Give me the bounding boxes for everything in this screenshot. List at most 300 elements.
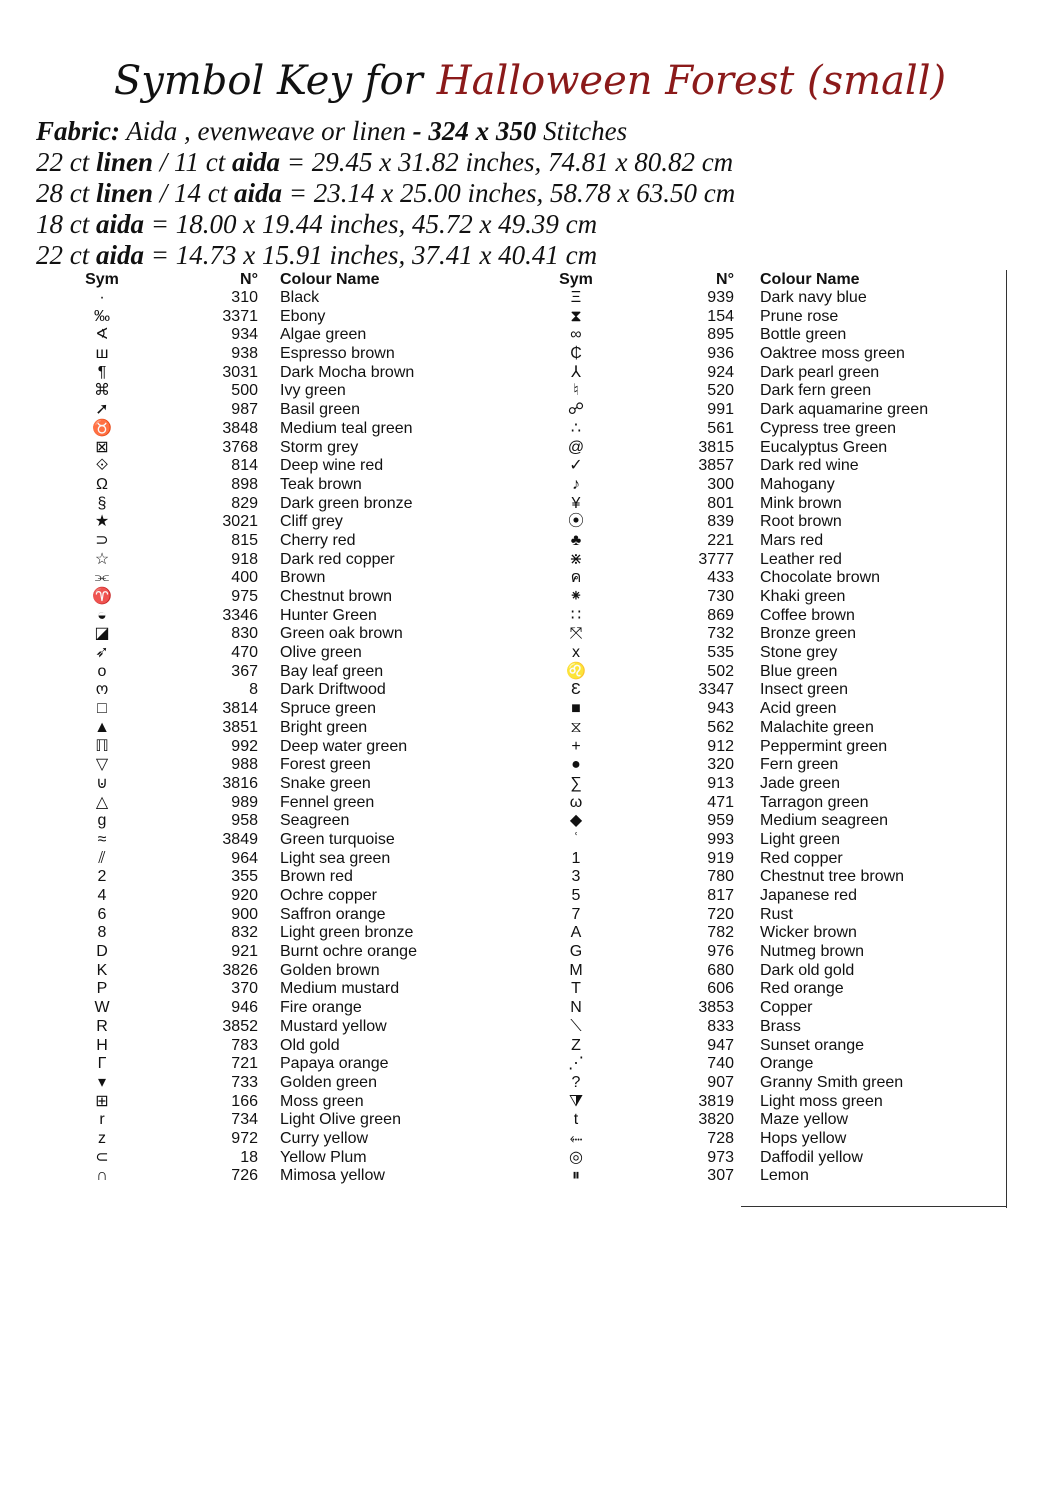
symbol: §: [97, 494, 107, 512]
table-row: [70, 1018, 510, 1037]
table-header: [548, 270, 1008, 289]
floss-number: 780: [707, 868, 734, 886]
colour-name: Chestnut tree brown: [760, 868, 905, 886]
symbol: o: [97, 662, 107, 680]
symbol: r: [99, 1111, 105, 1129]
symbol: ∞: [570, 326, 582, 344]
colour-name: Oaktree moss green: [760, 345, 905, 363]
floss-number: 833: [707, 1017, 734, 1035]
colour-name: Peppermint green: [760, 737, 888, 755]
symbol-table-right: [548, 270, 1008, 1186]
colour-name: Teak brown: [280, 475, 362, 493]
symbol-table-left: [70, 270, 510, 1186]
fabric-size-line: [36, 209, 735, 240]
symbol: ¶: [97, 363, 107, 381]
floss-number: 3826: [222, 961, 258, 979]
colour-name: Bay leaf green: [280, 662, 384, 680]
symbol: ➚: [95, 401, 109, 419]
table-row: [70, 1037, 510, 1056]
colour-name: Dark old gold: [760, 961, 855, 979]
table-right-border: [1006, 270, 1007, 1208]
colour-name: Wicker brown: [760, 924, 857, 942]
symbol: ¥: [571, 494, 581, 512]
floss-number: 562: [707, 718, 734, 736]
table-row: [70, 457, 510, 476]
symbol: 2: [97, 868, 107, 886]
table-row: [548, 551, 1008, 570]
table-row: [548, 1037, 1008, 1056]
floss-number: 958: [231, 812, 258, 830]
table-row: [70, 532, 510, 551]
floss-number: 400: [231, 569, 258, 587]
colour-name: Fern green: [760, 756, 839, 774]
floss-number: 924: [707, 363, 734, 381]
table-row: [70, 495, 510, 514]
floss-number: 832: [231, 924, 258, 942]
colour-name: Mimosa yellow: [280, 1167, 385, 1185]
symbol: ⟍: [570, 1017, 582, 1035]
symbol: ⬸: [569, 1129, 583, 1147]
table-row: [70, 812, 510, 831]
table-row: [70, 625, 510, 644]
colour-name: Bronze green: [760, 625, 857, 643]
colour-name: Maze yellow: [760, 1111, 849, 1129]
symbol: ·: [99, 289, 105, 306]
colour-name: Mahogany: [760, 475, 835, 493]
colour-name: Red orange: [760, 980, 844, 998]
table-row: [70, 924, 510, 943]
colour-name: Khaki green: [760, 588, 846, 605]
colour-name: Prune rose: [760, 307, 839, 325]
table-row: [548, 457, 1008, 476]
colour-name: Cherry red: [280, 531, 356, 549]
colour-name: Ivy green: [280, 382, 346, 400]
colour-name: Mars red: [760, 531, 824, 549]
floss-number: 3852: [222, 1017, 258, 1035]
floss-number: 730: [707, 588, 734, 605]
colour-name: Japanese red: [760, 887, 857, 904]
floss-number: 8: [249, 681, 258, 699]
symbol: ⊞: [95, 1092, 109, 1110]
symbol: 7: [571, 905, 581, 923]
floss-number: 972: [231, 1129, 258, 1147]
colour-name: Golden green: [280, 1073, 377, 1091]
floss-number: 973: [707, 1148, 734, 1166]
floss-number: 907: [707, 1073, 734, 1091]
table-row: [70, 607, 510, 626]
colour-name: Dark Mocha brown: [280, 363, 415, 381]
table-row: [70, 887, 510, 906]
symbol: D: [96, 943, 108, 961]
symbol: ➶: [95, 644, 109, 662]
colour-name: Olive green: [280, 644, 362, 662]
floss-number: 830: [231, 625, 258, 643]
colour-name: Tarragon green: [760, 793, 869, 811]
colour-name: Dark aquamarine green: [760, 401, 929, 419]
floss-number: 561: [707, 419, 734, 437]
table-row: [70, 644, 510, 663]
table-row: [548, 738, 1008, 757]
table-row: [70, 663, 510, 682]
floss-number: 992: [231, 737, 258, 755]
floss-number: 300: [707, 475, 734, 493]
colour-name: Leather red: [760, 550, 842, 568]
floss-number: 3777: [698, 550, 734, 568]
floss-number: 720: [707, 905, 734, 923]
symbol: P: [96, 980, 108, 998]
floss-number: 3819: [698, 1092, 734, 1110]
table-row: [548, 980, 1008, 999]
floss-number: 721: [231, 1055, 258, 1073]
colour-name: Ochre copper: [280, 887, 377, 904]
colour-name: Golden brown: [280, 961, 380, 979]
table-row: [70, 868, 510, 887]
symbol: ⧖: [570, 718, 582, 736]
table-row: [548, 644, 1008, 663]
symbol: ⟐: [95, 457, 109, 475]
symbol: ⫽: [98, 849, 106, 867]
colour-name: Dark Driftwood: [280, 681, 386, 699]
floss-number: 895: [707, 326, 734, 344]
floss-number: 939: [707, 289, 734, 306]
floss-number: 3347: [698, 681, 734, 699]
colour-name: Dark green bronze: [280, 494, 413, 512]
table-row: [70, 831, 510, 850]
symbol: ≈: [97, 830, 107, 848]
symbol: ⊃: [95, 531, 109, 549]
floss-number: 310: [231, 289, 258, 306]
floss-number: 500: [231, 382, 258, 400]
table-row: [70, 850, 510, 869]
colour-name: Jade green: [760, 774, 841, 792]
symbol: ▽: [95, 756, 109, 774]
size-count: 22 ct: [36, 240, 90, 270]
size-count: 18 ct: [36, 209, 90, 239]
fabric-label: Fabric:: [36, 116, 120, 146]
symbol: 4: [97, 887, 107, 904]
symbol: ⊠: [95, 438, 109, 456]
symbol: t: [573, 1111, 579, 1129]
stitch-word: Stitches: [543, 116, 628, 146]
table-row: [70, 719, 510, 738]
floss-number: 221: [707, 531, 734, 549]
table-row: [70, 1149, 510, 1168]
symbol: M: [569, 961, 583, 979]
colour-name: Chestnut brown: [280, 588, 393, 605]
symbol: ‰: [94, 307, 110, 325]
pattern-name: Halloween Forest (small): [436, 58, 947, 104]
table-row: [70, 513, 510, 532]
floss-number: 947: [707, 1036, 734, 1054]
colour-name: Brown red: [280, 868, 353, 886]
symbol: ⋇: [569, 550, 583, 568]
table-row: [548, 1111, 1008, 1130]
colour-name: Stone grey: [760, 644, 838, 662]
table-row: [70, 1167, 510, 1186]
table-row: [548, 289, 1008, 308]
table-row: [70, 756, 510, 775]
symbol: ▾: [97, 1073, 107, 1091]
table-row: [70, 382, 510, 401]
floss-number: 900: [231, 905, 258, 923]
symbol: G: [569, 943, 583, 961]
floss-number: 936: [707, 345, 734, 363]
table-row: [548, 868, 1008, 887]
fabric-size-line: [36, 178, 735, 209]
table-row: [548, 439, 1008, 458]
floss-number: 680: [707, 961, 734, 979]
header-sym: Sym: [85, 271, 119, 288]
colour-name: Brass: [760, 1017, 801, 1035]
floss-number: 959: [707, 812, 734, 830]
floss-number: 912: [707, 737, 734, 755]
size-dimensions: = 14.73 x 15.91 inches, 37.41 x 40.41 cm: [150, 240, 598, 270]
floss-number: 934: [231, 326, 258, 344]
floss-number: 3346: [222, 606, 258, 624]
size-count: 22 ct: [36, 147, 90, 177]
symbol: ω: [569, 793, 583, 811]
symbol: ◒: [97, 606, 107, 624]
floss-number: 993: [707, 830, 734, 848]
symbol: ʿ: [573, 830, 579, 848]
colour-name: Moss green: [280, 1092, 364, 1110]
floss-number: 3849: [222, 830, 258, 848]
header-sym: Sym: [559, 271, 593, 288]
floss-number: 987: [231, 401, 258, 419]
symbol: Ɛ: [571, 681, 581, 699]
table-row: [548, 1055, 1008, 1074]
symbol: T: [571, 980, 581, 998]
table-row: [70, 569, 510, 588]
table-row: [548, 794, 1008, 813]
size-dimensions: = 23.14 x 25.00 inches, 58.78 x 63.50 cm: [288, 178, 736, 208]
table-bottom-border: [741, 1206, 1007, 1207]
colour-name: Insect green: [760, 681, 849, 699]
size-fabric: linen: [96, 178, 154, 208]
colour-name: Hops yellow: [760, 1129, 847, 1147]
fabric-sizes: [36, 147, 735, 271]
table-header: [70, 270, 510, 289]
table-row: [70, 980, 510, 999]
table-row: [70, 962, 510, 981]
colour-name: Storm grey: [280, 438, 359, 456]
floss-number: 782: [707, 924, 734, 942]
colour-name: Fire orange: [280, 999, 362, 1017]
symbol: □: [97, 700, 107, 718]
colour-name: Spruce green: [280, 700, 377, 718]
table-row: [548, 906, 1008, 925]
table-row: [70, 906, 510, 925]
header-num: N°: [240, 271, 258, 288]
symbol: ⅄: [571, 363, 581, 381]
symbol: ค: [570, 569, 582, 587]
symbol: g: [97, 812, 107, 830]
floss-number: 898: [231, 475, 258, 493]
symbol: R: [96, 1017, 108, 1035]
symbol: 8: [97, 924, 107, 942]
symbol: W: [94, 999, 110, 1017]
floss-number: 938: [231, 345, 258, 363]
floss-number: 869: [707, 606, 734, 624]
table-row: [548, 420, 1008, 439]
floss-number: 964: [231, 849, 258, 867]
table-row: [548, 1074, 1008, 1093]
table-row: [548, 569, 1008, 588]
symbol: K: [96, 961, 108, 979]
table-row: [548, 831, 1008, 850]
floss-number: 520: [707, 382, 734, 400]
symbol: ★: [94, 513, 110, 531]
table-row: [70, 700, 510, 719]
floss-number: 3820: [698, 1111, 734, 1129]
table-row: [70, 1074, 510, 1093]
fabric-size-line: [36, 147, 735, 178]
floss-number: 433: [707, 569, 734, 587]
fabric-types: Aida , evenweave or linen: [126, 116, 406, 146]
table-row: [548, 1093, 1008, 1112]
table-row: [548, 812, 1008, 831]
table-row: [548, 1149, 1008, 1168]
floss-number: 3851: [222, 718, 258, 736]
floss-number: 3021: [222, 513, 258, 531]
symbol: +: [571, 737, 581, 755]
table-row: [548, 887, 1008, 906]
colour-name: Espresso brown: [280, 345, 395, 363]
floss-number: 732: [707, 625, 734, 643]
colour-name: Brown: [280, 569, 326, 587]
floss-number: 3848: [222, 419, 258, 437]
table-row: [70, 999, 510, 1018]
floss-number: 946: [231, 999, 258, 1017]
table-row: [548, 364, 1008, 383]
floss-number: 989: [231, 793, 258, 811]
colour-name: Bright green: [280, 718, 368, 736]
table-row: [70, 1130, 510, 1149]
floss-number: 976: [707, 943, 734, 961]
symbol: ◎: [569, 1148, 583, 1166]
symbol: @: [567, 438, 585, 456]
colour-name: Chocolate brown: [760, 569, 881, 587]
table-row: [548, 700, 1008, 719]
symbol: ⌘: [94, 382, 110, 400]
floss-number: 3371: [222, 307, 258, 325]
floss-number: 320: [707, 756, 734, 774]
colour-name: Mustard yellow: [280, 1017, 387, 1035]
colour-name: Saffron orange: [280, 905, 386, 923]
colour-name: Medium mustard: [280, 980, 400, 998]
floss-number: 733: [231, 1073, 258, 1091]
symbol: N: [570, 999, 582, 1017]
floss-number: 18: [240, 1148, 258, 1166]
floss-number: 471: [707, 793, 734, 811]
table-row: [70, 1055, 510, 1074]
table-row: [70, 738, 510, 757]
colour-name: Orange: [760, 1055, 814, 1073]
floss-number: 3031: [222, 363, 258, 381]
symbol: z: [98, 1129, 106, 1147]
floss-number: 943: [707, 700, 734, 718]
colour-name: Black: [280, 289, 320, 306]
floss-number: 154: [707, 307, 734, 325]
colour-name: Light moss green: [760, 1092, 883, 1110]
colour-name: Green oak brown: [280, 625, 403, 643]
floss-number: 3857: [698, 457, 734, 475]
floss-number: 801: [707, 494, 734, 512]
table-row: [548, 345, 1008, 364]
symbol: Γ: [97, 1055, 107, 1073]
table-row: [548, 326, 1008, 345]
floss-number: 502: [707, 662, 734, 680]
colour-name: Dark pearl green: [760, 363, 880, 381]
table-row: [548, 532, 1008, 551]
symbol: ⧗: [570, 307, 582, 325]
colour-name: Seagreen: [280, 812, 350, 830]
table-row: [548, 1018, 1008, 1037]
table-row: [70, 345, 510, 364]
floss-number: 919: [707, 849, 734, 867]
symbol: ♉: [92, 419, 112, 437]
header-name: Colour Name: [760, 271, 860, 288]
colour-name: Dark red wine: [760, 457, 859, 475]
colour-name: Dark red copper: [280, 550, 395, 568]
table-row: [548, 476, 1008, 495]
floss-number: 740: [707, 1055, 734, 1073]
symbol: ♣: [570, 531, 582, 549]
symbol: ⤧: [569, 625, 583, 643]
floss-number: 920: [231, 887, 258, 904]
floss-number: 3853: [698, 999, 734, 1017]
size-dimensions: = 29.45 x 31.82 inches, 74.81 x 80.82 cm: [286, 147, 734, 177]
symbol: ∑: [570, 774, 582, 792]
symbol: 5: [571, 887, 581, 904]
table-row: [548, 1130, 1008, 1149]
size-fabric: aida: [96, 209, 145, 239]
table-row: [548, 513, 1008, 532]
colour-name: Hunter Green: [280, 606, 377, 624]
fabric-info: [36, 116, 735, 271]
colour-name: Nutmeg brown: [760, 943, 865, 961]
symbol: ▲: [94, 718, 110, 736]
colour-name: Basil green: [280, 401, 361, 419]
size-count: 28 ct: [36, 178, 90, 208]
colour-name: Curry yellow: [280, 1129, 369, 1147]
symbol: ♈: [92, 588, 112, 605]
colour-name: Malachite green: [760, 718, 874, 736]
table-row: [70, 943, 510, 962]
symbol: ♌: [566, 662, 586, 680]
table-row: [548, 625, 1008, 644]
colour-name: Forest green: [280, 756, 371, 774]
size-count-2: / 14 ct: [159, 178, 228, 208]
symbol: ◆: [569, 812, 583, 830]
table-row: [70, 364, 510, 383]
floss-number: 817: [707, 887, 734, 904]
colour-name: Dark fern green: [760, 382, 872, 400]
floss-number: 3816: [222, 774, 258, 792]
floss-number: 913: [707, 774, 734, 792]
table-row: [70, 588, 510, 607]
size-fabric-2: aida: [232, 147, 281, 177]
colour-name: Copper: [760, 999, 813, 1017]
floss-number: 975: [231, 588, 258, 605]
floss-number: 370: [231, 980, 258, 998]
colour-name: Sunset orange: [760, 1036, 865, 1054]
table-row: [548, 401, 1008, 420]
table-row: [548, 495, 1008, 514]
symbol: H: [96, 1036, 108, 1054]
colour-name: Cliff grey: [280, 513, 343, 531]
table-row: [70, 439, 510, 458]
